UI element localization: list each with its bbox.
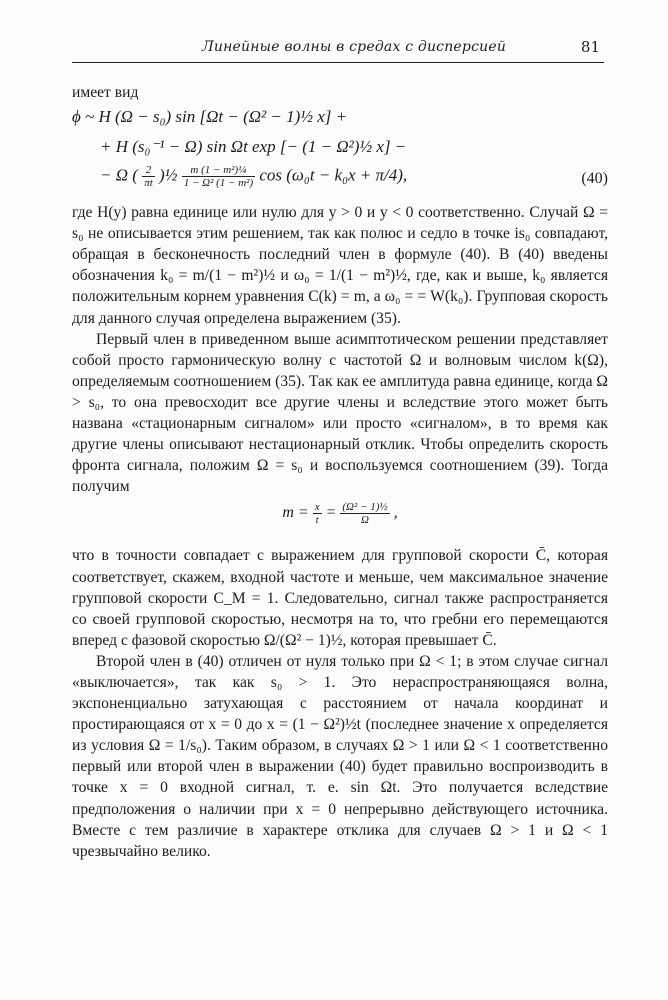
formula-m-lhs: m = <box>282 504 309 522</box>
fraction-denominator: Ω <box>361 514 369 527</box>
fraction-x-over-t <box>313 501 322 526</box>
formula-m-equals: = <box>325 504 337 522</box>
formula-line-3 <box>100 164 407 189</box>
fraction-m <box>182 164 255 189</box>
fraction-numerator: (Ω² − 1)½ <box>342 501 388 514</box>
paragraph-1: где H(y) равна единице или нулю для y > 0 и y < 0 соответственно. Случай Ω = s₀ не описывается этим решением, так как полюс и седло в точке is₀ совпадают, обращая в бесконечность последний член в формуле (40). В (40) введены обозначения k₀ = m/(1 − m²)½ и ω₀ = 1/(1 − m²)½, где, как и выше, k₀ является положительным корнем уравнения C(k) = m, а ω₀ = = W(k₀). Групповая скорость для данного случая определена выражением (35). <box>72 204 608 327</box>
fraction-numerator: 2 <box>142 164 155 177</box>
formula-power: )½ <box>159 165 178 185</box>
paragraph-2: Первый член в приведенном выше асимптотическом решении представляет собой просто гармоническую волну с частотой Ω и волновым числом k(Ω), определяемым соотношением (35). Так как ее амплитуда равна единице, когда Ω > s₀, то она превосходит все другие члены и вследствие этого может быть названа «стационарным сигналом» или просто «сигналом», в то время как другие члены описывают нестационарный отклик. Чтобы определить скорость фронта сигнала, положим Ω = s₀ и воспользуемся соотношением (39). Тогда получим <box>72 330 608 496</box>
formula-line-3-end: cos (ω₀t − k₀x + π/4), <box>259 165 408 185</box>
lead-text: имеет вид <box>72 84 139 101</box>
fraction-numerator: m (1 − m²)¼ <box>182 164 255 177</box>
formula-line-1: ϕ ~ H (Ω − s₀) sin [Ωt − (Ω² − 1)½ x] + <box>72 107 348 127</box>
formula-line-3-start: − Ω ( <box>100 165 138 185</box>
fraction-numerator: x <box>314 501 320 514</box>
fraction-omega <box>340 501 389 526</box>
fraction-denominator: πt <box>144 177 153 190</box>
body-text <box>72 82 608 862</box>
formula-m-end: , <box>393 504 398 522</box>
equation-number: (40) <box>581 170 608 188</box>
fraction-denominator: t <box>315 514 319 527</box>
formula-line-2: + H (s₀⁻¹ − Ω) sin Ωt exp [− (1 − Ω²)½ x] − <box>100 137 407 157</box>
page-number: 81 <box>580 38 600 56</box>
fraction-2-over-pit <box>142 164 155 189</box>
paragraph-3: что в точности совпадает с выражением для групповой скорости C̄, которая соответствует, скажем, входной частоте и меньше, чем максимальное значение групповой скорости C_M = 1. Следовательно, сигнал также распространяется со своей групповой скоростью, несмотря на то, что гребни его перемещаются вперед с фазовой скоростью Ω/(Ω² − 1)½, которая превышает C̄. <box>72 547 608 649</box>
paragraph-4: Второй член в (40) отличен от нуля только при Ω < 1; в этом случае сигнал «выключается», так как s₀ > 1. Это нераспространяющаяся волна, экспоненциально затухающая с расстоянием от начала координат и простирающаяся от x = 0 до x = (1 − Ω²)½t (последнее значение x определяется из условия Ω = 1/s₀). Таким образом, в случаях Ω > 1 или Ω < 1 соответственно первый или второй член в выражении (40) будет правильно воспроизводить в точке x = 0 входной сигнал, т. е. sin Ωt. Это получается вследствие предположения о наличии при x = 0 непрерывно действующего источника. Вместе с тем различие в характере отклика для случаев Ω > 1 и Ω < 1 чрезвычайно велико. <box>72 652 608 860</box>
running-head: Линейные волны в средах с дисперсией <box>202 39 507 55</box>
page-header <box>72 36 604 63</box>
formula-m <box>72 501 608 539</box>
fraction-denominator: 1 − Ω² (1 − m²) <box>183 177 254 190</box>
formula-40 <box>72 106 608 194</box>
